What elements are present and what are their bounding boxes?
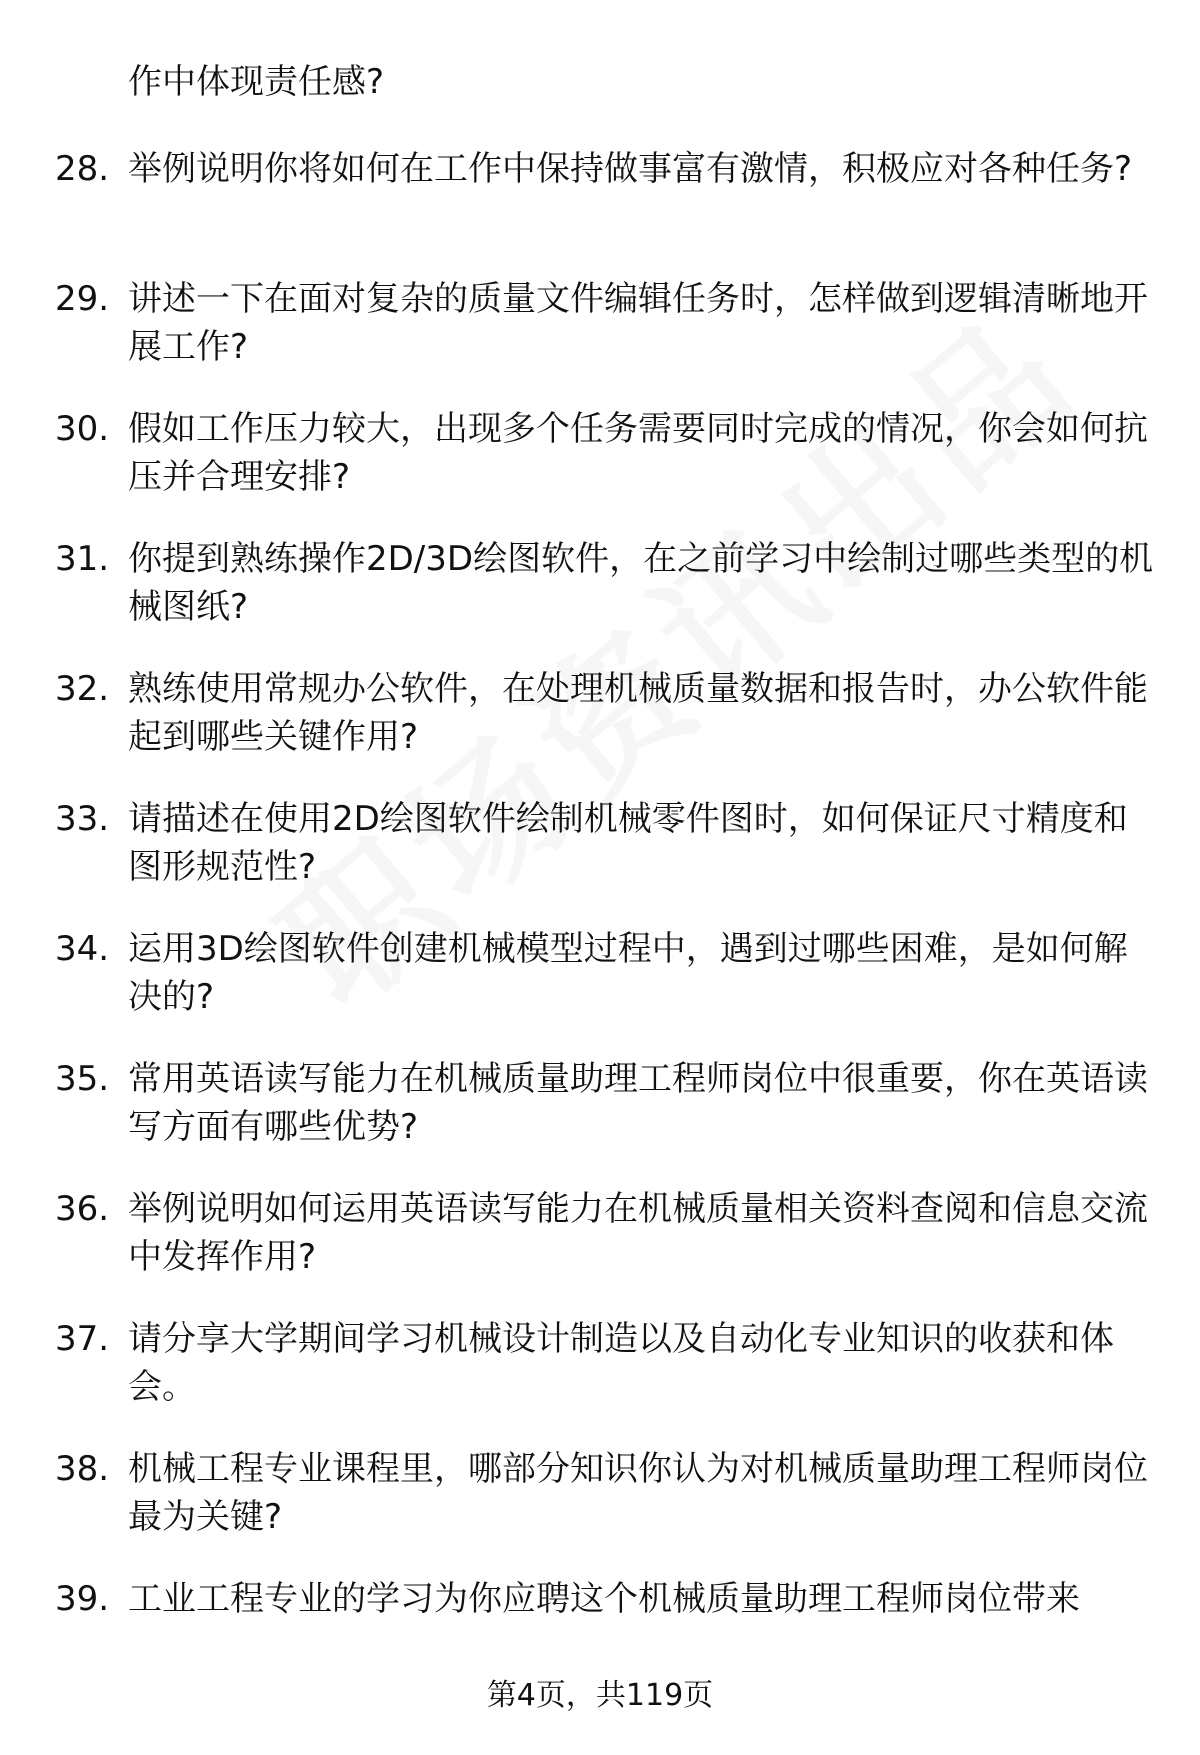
question-number: 30. [55, 409, 110, 449]
question-text: 工业工程专业的学习为你应聘这个机械质量助理工程师岗位带来 [128, 1579, 1080, 1619]
question-number: 31. [55, 539, 110, 579]
question-item [0, 275, 1200, 405]
question-text: 机械工程专业课程里，哪部分知识你认为对机械质量助理工程师岗位最为关键? [128, 1449, 1148, 1537]
question-item [0, 145, 1200, 275]
question-number: 36. [55, 1189, 110, 1229]
question-item [0, 665, 1200, 795]
question-number: 29. [55, 279, 110, 319]
question-item [0, 1185, 1200, 1315]
question-number: 32. [55, 669, 110, 709]
question-text: 常用英语读写能力在机械质量助理工程师岗位中很重要，你在英语读写方面有哪些优势? [128, 1059, 1148, 1147]
question-number: 39. [55, 1579, 110, 1619]
question-number: 37. [55, 1319, 110, 1359]
page-footer: 第4页，共119页 [486, 1678, 714, 1713]
question-text: 你提到熟练操作2D/3D绘图软件，在之前学习中绘制过哪些类型的机械图纸? [128, 539, 1154, 627]
question-item [0, 1445, 1200, 1575]
question-continuation: 作中体现责任感? [128, 62, 385, 102]
question-number: 38. [55, 1449, 110, 1489]
question-number: 35. [55, 1059, 110, 1099]
question-text: 请分享大学期间学习机械设计制造以及自动化专业知识的收获和体会。 [128, 1319, 1114, 1407]
question-item [0, 405, 1200, 535]
question-list [0, 145, 1200, 1705]
question-text: 运用3D绘图软件创建机械模型过程中，遇到过哪些困难，是如何解决的? [128, 929, 1128, 1017]
question-text: 讲述一下在面对复杂的质量文件编辑任务时，怎样做到逻辑清晰地开展工作? [128, 279, 1148, 367]
question-item [0, 795, 1200, 925]
question-item [0, 1315, 1200, 1445]
question-item [0, 535, 1200, 665]
question-item [0, 925, 1200, 1055]
question-text: 熟练使用常规办公软件，在处理机械质量数据和报告时，办公软件能起到哪些关键作用? [128, 669, 1148, 757]
question-text: 请描述在使用2D绘图软件绘制机械零件图时，如何保证尺寸精度和图形规范性? [128, 799, 1128, 887]
question-number: 33. [55, 799, 110, 839]
question-text: 举例说明你将如何在工作中保持做事富有激情，积极应对各种任务? [128, 149, 1133, 189]
question-text: 举例说明如何运用英语读写能力在机械质量相关资料查阅和信息交流中发挥作用? [128, 1189, 1148, 1277]
question-number: 28. [55, 149, 110, 189]
question-item [0, 1055, 1200, 1185]
question-text: 假如工作压力较大，出现多个任务需要同时完成的情况，你会如何抗压并合理安排? [128, 409, 1148, 497]
question-number: 34. [55, 929, 110, 969]
